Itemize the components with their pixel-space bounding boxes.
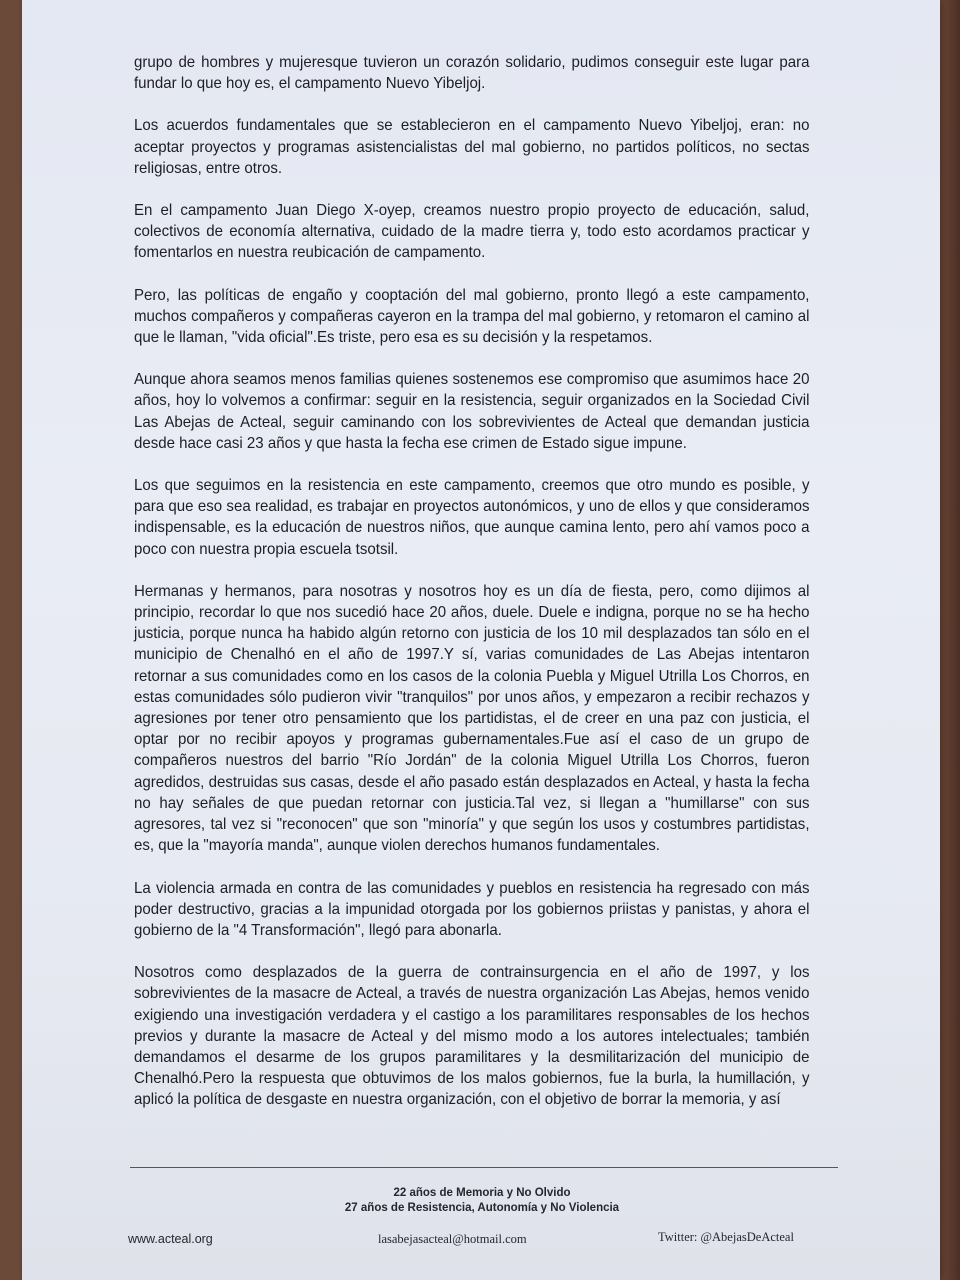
paragraph-4: Pero, las políticas de engaño y cooptación del mal gobierno, pronto llegó a este campamento, muchos compañeros y compañeras cayeron en la trampa del mal gobierno, y retomaron el camino al que le llaman, "vida oficial".Es triste, pero esa es su decisión y la respetamos.	[134, 286, 810, 347]
footer-motto	[262, 1186, 702, 1215]
footer-website: www.acteal.org	[128, 1232, 213, 1246]
footer-divider	[130, 1167, 838, 1168]
footer-twitter: Twitter: @AbejasDeActeal	[658, 1230, 794, 1244]
printed-page	[22, 0, 940, 1280]
page-body	[134, 52, 810, 1132]
footer-email: lasabejasacteal@hotmail.com	[378, 1232, 527, 1246]
paragraph-3: En el campamento Juan Diego X-oyep, creamos nuestro propio proyecto de educación, salud, colectivos de economía alternativa, cuidado de la madre tierra y, todo esto acordamos practicar y fomentarlos en nuestra reubicación de campamento.	[134, 202, 810, 262]
paragraph-7: Hermanas y hermanos, para nosotras y nosotros hoy es un día de fiesta, pero, como dijimos al principio, recordar lo que nos sucedió hace 20 años, duele. Duele e indigna, porque no se ha hecho justicia, porque nunca ha habido algún retorno con justicia de los 10 mil desplazados tan sólo en el municipio de Chenalhó en el año de 1997.Y sí, varias comunidades de Las Abejas intentaron retornar a sus comunidades como en los casos de la colonia Puebla y Miguel Utrilla Los Chorros, en estas comunidades sólo pudieron vivir "tranquilos" por unos años, y empezaron a recibir rechazos y agresiones por tener otro pensamiento que los partidistas, el de creer en una paz con justicia, el optar por no recibir apoyos y programas gubernamentales.Fue así el caso de un grupo de compañeros nuestros del barrio "Río Jordán" de la colonia Miguel Utrilla Los Chorros, fueron agredidos, destruidas sus casas, desde el año pasado están desplazados en Acteal, y hasta la fecha no hay señales de que puedan retornar con justicia.Tal vez, si llegan a "humillarse" con sus agresores, tal vez si "reconocen" que son "minoría" y que según los usos y costumbres partidistas, es, que la "mayoría manda", aunque violen derechos humanos fundamentales.	[134, 582, 810, 855]
footer-motto-line-1: 22 años de Memoria y No Olvido	[393, 1187, 571, 1199]
paragraph-9: Nosotros como desplazados de la guerra de contrainsurgencia en el año de 1997, y los sobrevivientes de la masacre de Acteal, a través de nuestra organización Las Abejas, hemos venido exigiendo una investigación verdadera y el castigo a los paramilitares responsables de los hechos previos y durante la masacre de Acteal y del mismo modo a los autores intelectuales; también demandamos el desarme de los grupos paramilitares y la desmilitarización del municipio de Chenalhó.Pero la respuesta que obtuvimos de los malos gobiernos, fue la burla, la humillación, y aplicó la política de desgaste en nuestra organización, con el objetivo de borrar la memoria, y así	[134, 964, 810, 1109]
paragraph-6: Los que seguimos en la resistencia en este campamento, creemos que otro mundo es posible, y para que eso sea realidad, es trabajar en proyectos autonómicos, y uno de ellos y que consideramos indispensable, es la educación de nuestros niños, que aunque camina lento, pero ahí vamos poco a poco con nuestra propia escuela tsotsil.	[134, 477, 810, 558]
footer-motto-line-2: 27 años de Resistencia, Autonomía y No Violencia	[344, 1201, 620, 1214]
paragraph-8: La violencia armada en contra de las comunidades y pueblos en resistencia ha regresado con más poder destructivo, gracias a la impunidad otorgada por los gobiernos priistas y panistas, y ahora el gobierno de la "4 Transformación", llegó para abonarla.	[134, 879, 810, 939]
paragraph-5: Aunque ahora seamos menos familias quienes sostenemos ese compromiso que asumimos hace 20 años, hoy lo volvemos a confirmar: seguir en la resistencia, seguir organizados en la Sociedad Civil Las Abejas de Acteal, seguir caminando con los sobrevivientes de Acteal que demandan justicia desde hace casi 23 años y que hasta la fecha ese crimen de Estado sigue impune.	[134, 371, 810, 452]
paragraph-2: Los acuerdos fundamentales que se establecieron en el campamento Nuevo Yibeljoj, eran: no aceptar proyectos y programas asistencialistas del mal gobierno, no partidos políticos, no sectas religiosas, entre otros.	[134, 117, 810, 177]
paragraph-1: grupo de hombres y mujeresque tuvieron un corazón solidario, pudimos conseguir este lugar para fundar lo que hoy es, el campamento Nuevo Yibeljoj.	[134, 54, 810, 93]
